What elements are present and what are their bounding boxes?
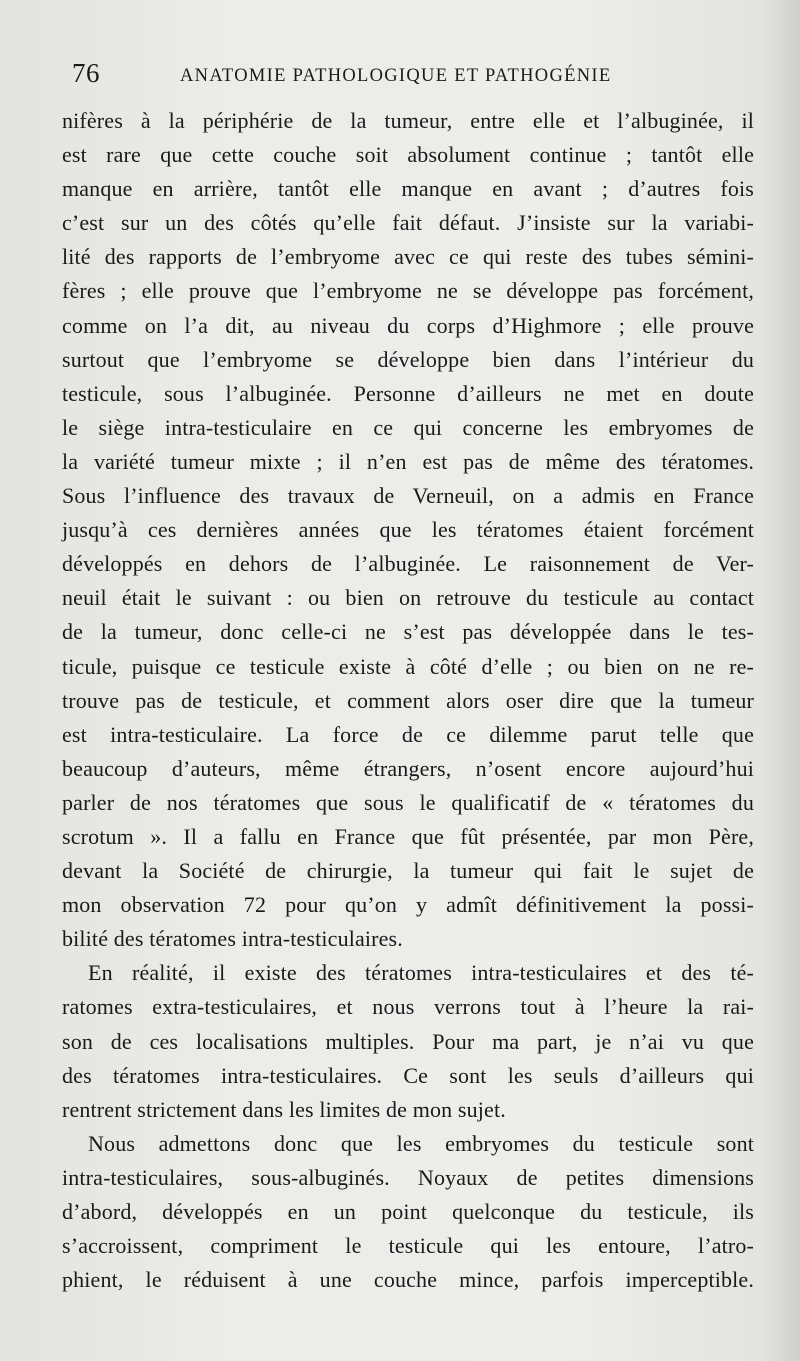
text-line: est rare que cette couche soit absolument continue ; tantôt elle bbox=[62, 142, 754, 168]
text-line: le siège intra-testiculaire en ce qui concerne les embryomes de bbox=[62, 414, 754, 440]
text-line: jusqu’à ces dernières années que les tératomes étaient forcément bbox=[62, 517, 754, 543]
text-line: lité des rapports de l’embryome avec ce qui reste des tubes sémini- bbox=[62, 244, 754, 270]
running-title: ANATOMIE PATHOLOGIQUE ET PATHOGÉNIE bbox=[180, 66, 612, 86]
text-line: devant la Société de chirurgie, la tumeur qui fait le sujet de bbox=[62, 858, 754, 884]
text-line: En réalité, il existe des tératomes intra-testiculaires et des té- bbox=[88, 960, 754, 986]
text-line: de la tumeur, donc celle-ci ne s’est pas développée dans le tes- bbox=[62, 619, 754, 645]
text-line: des tératomes intra-testiculaires. Ce sont les seuls d’ailleurs qui bbox=[62, 1062, 754, 1088]
text-line: nifères à la périphérie de la tumeur, entre elle et l’albuginée, il bbox=[62, 108, 754, 133]
text-line: comme on l’a dit, au niveau du corps d’Highmore ; elle prouve bbox=[62, 312, 754, 338]
text-line: manque en arrière, tantôt elle manque en avant ; d’autres fois bbox=[62, 176, 754, 202]
text-line: est intra-testiculaire. La force de ce dilemme parut telle que bbox=[62, 721, 754, 747]
text-line: développés en dehors de l’albuginée. Le raisonnement de Ver- bbox=[62, 551, 754, 577]
page-number: 76 bbox=[72, 58, 100, 88]
text-line: mon observation 72 pour qu’on y admît définitivement la possi- bbox=[62, 892, 754, 918]
text-line: bilité des tératomes intra-testiculaires. bbox=[62, 926, 403, 952]
text-line: s’accroissent, compriment le testicule qui les entoure, l’atro- bbox=[62, 1233, 754, 1259]
text-line: son de ces localisations multiples. Pour ma part, je n’ai vu que bbox=[62, 1028, 754, 1054]
text-line: la variété tumeur mixte ; il n’en est pas de même des tératomes. bbox=[62, 448, 754, 474]
text-line: ratomes extra-testiculaires, et nous verrons tout à l’heure la rai- bbox=[62, 994, 754, 1020]
text-line: testicule, sous l’albuginée. Personne d’ailleurs ne met en doute bbox=[62, 380, 754, 406]
text-line: surtout que l’embryome se développe bien dans l’intérieur du bbox=[62, 346, 754, 372]
text-line: trouve pas de testicule, et comment alors oser dire que la tumeur bbox=[62, 687, 754, 713]
text-line: ticule, puisque ce testicule existe à côté d’elle ; ou bien on ne re- bbox=[62, 653, 754, 679]
text-line: scrotum ». Il a fallu en France que fût présentée, par mon Père, bbox=[62, 823, 754, 849]
text-line: beaucoup d’auteurs, même étrangers, n’osent encore aujourd’hui bbox=[62, 755, 754, 781]
text-line: rentrent strictement dans les limites de mon sujet. bbox=[62, 1096, 506, 1122]
text-line: parler de nos tératomes que sous le qualificatif de « tératomes du bbox=[62, 789, 754, 815]
page-header bbox=[72, 58, 762, 94]
text-line: neuil était le suivant : ou bien on retrouve du testicule au contact bbox=[62, 585, 754, 611]
text-line: Sous l’influence des travaux de Verneuil, on a admis en France bbox=[62, 483, 754, 509]
text-line: Nous admettons donc que les embryomes du testicule sont bbox=[88, 1130, 754, 1156]
text-line: d’abord, développés en un point quelconque du testicule, ils bbox=[62, 1199, 754, 1224]
body-text bbox=[62, 104, 754, 1297]
text-line: fères ; elle prouve que l’embryome ne se développe pas forcément, bbox=[62, 278, 754, 304]
text-line: phient, le réduisent à une couche mince, parfois imperceptible. bbox=[62, 1267, 754, 1293]
text-line: c’est sur un des côtés qu’elle fait défaut. J’insiste sur la variabi- bbox=[62, 210, 754, 236]
text-line: intra-testiculaires, sous-albuginés. Noyaux de petites dimensions bbox=[62, 1164, 754, 1190]
